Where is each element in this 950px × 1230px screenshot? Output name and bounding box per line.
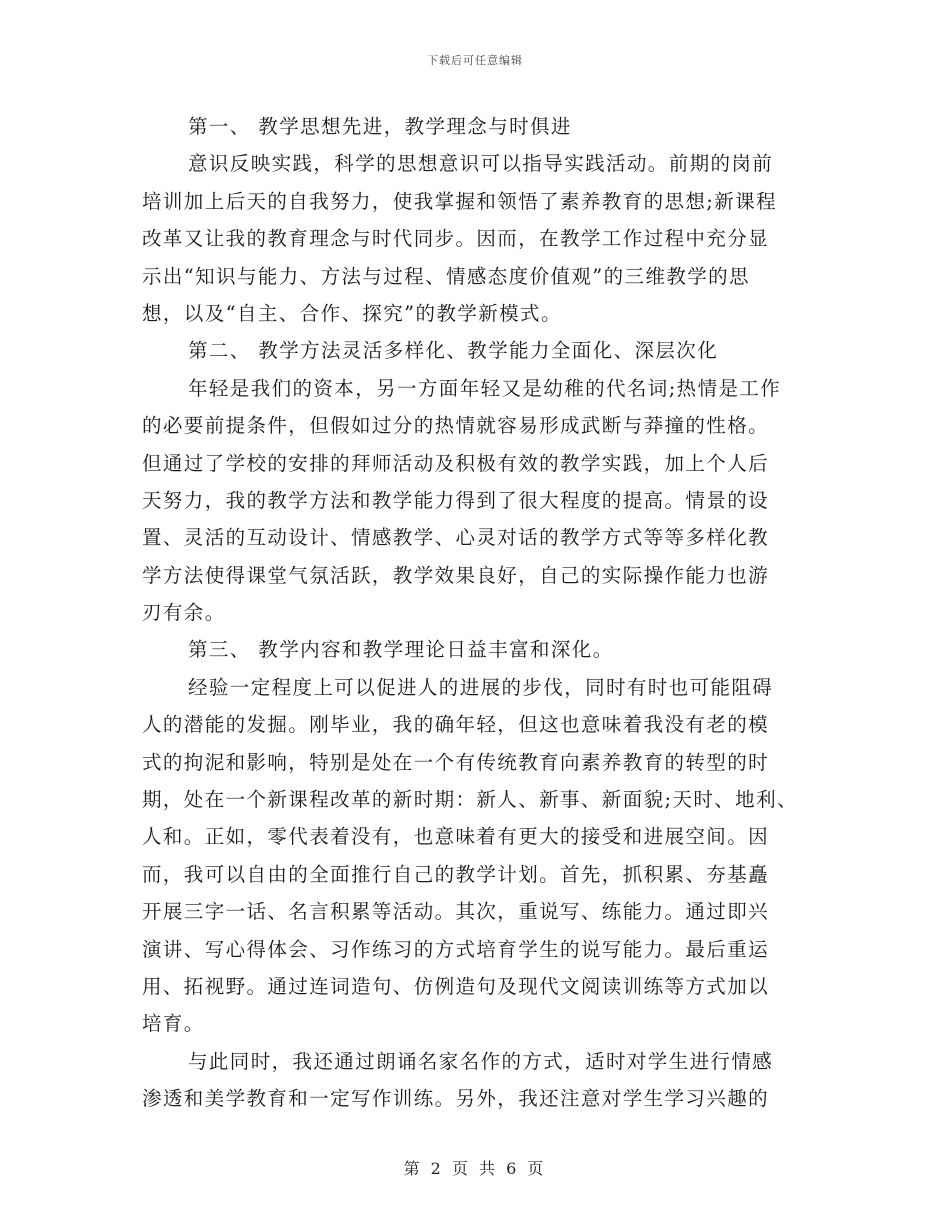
text-line: 开展三字一话、名言积累等活动。其次，重说写、练能力。通过即兴 xyxy=(142,900,770,924)
text-line: 人的潜能的发掘。刚毕业，我的确年轻，但这也意味着我没有老的模 xyxy=(142,713,770,737)
text-line: 天努力，我的教学方法和教学能力得到了很大程度的提高。情景的设 xyxy=(142,488,770,512)
paragraph-start-line: 意识反映实践，科学的思想意识可以指导实践活动。前期的岗前 xyxy=(188,152,774,176)
text-line: 的必要前提条件，但假如过分的热情就容易形成武断与莽撞的性格。 xyxy=(142,414,770,438)
text-line: 改革又让我的教育理念与时代同步。因而，在教学工作过程中充分显 xyxy=(142,227,770,251)
text-line: 想，以及“自主、合作、探究”的教学新模式。 xyxy=(142,301,562,325)
text-line: 式的拘泥和影响，特别是处在一个有传统教育向素养教育的转型的时 xyxy=(142,750,770,774)
text-line: 但通过了学校的安排的拜师活动及积极有效的教学实践，加上个人后 xyxy=(142,451,770,475)
page-footer: 第 2 页 共 6 页 xyxy=(403,1159,547,1178)
text-line: 培训加上后天的自我努力，使我掌握和领悟了素养教育的思想;新课程 xyxy=(142,189,777,213)
text-line: 培育。 xyxy=(142,1012,205,1036)
text-line: 期，处在一个新课程改革的新时期：新人、新事、新面貌;天时、地利、 xyxy=(142,788,798,812)
text-line: 刃有余。 xyxy=(142,601,226,625)
text-line: 示出“知识与能力、方法与过程、情感态度价值观”的三维教学的思 xyxy=(142,264,750,288)
paragraph-start-line: 第一、 教学思想先进，教学理念与时俱进 xyxy=(188,115,572,138)
text-line: 置、灵活的互动设计、情感教学、心灵对话的教学方式等等多样化教 xyxy=(142,526,770,550)
text-line: 而，我可以自由的全面推行自己的教学计划。首先，抓积累、夯基矗 xyxy=(142,862,770,886)
document-body xyxy=(142,108,814,1118)
text-line: 渗透和美学教育和一定写作训练。另外，我还注意对学生学习兴趣的 xyxy=(142,1087,770,1111)
paragraph-start-line: 第三、 教学内容和教学理论日益丰富和深化。 xyxy=(188,638,614,662)
text-line: 用、拓视野。通过连词造句、仿例造句及现代文阅读训练等方式加以 xyxy=(142,974,770,998)
paragraph-start-line: 经验一定程度上可以促进人的进展的步伐，同时有时也可能阻碍 xyxy=(188,675,774,699)
text-line: 学方法使得课堂气氛活跃，教学效果良好，自己的实际操作能力也游 xyxy=(142,563,770,587)
paragraph-start-line: 年轻是我们的资本，另一方面年轻又是幼稚的代名词;热情是工作 xyxy=(188,376,782,400)
paragraph-start-line: 第二、 教学方法灵活多样化、教学能力全面化、深层次化 xyxy=(188,339,719,363)
text-line: 演讲、写心得体会、习作练习的方式培育学生的说写能力。最后重运 xyxy=(142,937,770,961)
paragraph-start-line: 与此同时，我还通过朗诵名家名作的方式，适时对学生进行情感 xyxy=(188,1049,774,1073)
page-header: 下载后可任意编辑 xyxy=(427,54,523,67)
text-line: 人和。正如，零代表着没有，也意味着有更大的接受和进展空间。因 xyxy=(142,825,770,849)
